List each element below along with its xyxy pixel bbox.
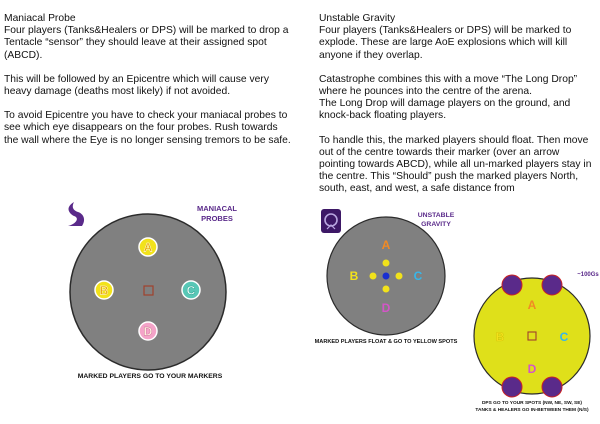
figure-title-line1: UNSTABLE [417, 212, 455, 219]
paragraph: Catastrophe combines this with a move “The Long Drop” where he pounces into the centre of the arena. [319, 73, 578, 98]
unstable-gravity-figure [314, 206, 458, 351]
gravity-emblem-icon [321, 209, 341, 233]
paragraph: To avoid Epicentre you have to check your maniacal probes to see which eye disappears on the four probes. Rush towards the wall where the Eye is no longer sensing tremors to be safe. [4, 110, 291, 146]
paragraph: To handle this, the marked players should float. Then move out of the centre towards their marker (over an arrow pointing towards ABCD), while all un-marked players stay in the centre. This “Should” push the marked players North, south, east, and west, a safe distance from [319, 134, 592, 195]
caption-line2: TANKS & HEALERS GO IN-BETWEEN THEM (N/S) [475, 408, 589, 413]
letter-c: C [559, 330, 569, 344]
figure-title-line2: PROBES [201, 214, 233, 223]
spots-figure [470, 266, 598, 416]
marker-b-label: B [99, 283, 109, 298]
marker-b [95, 281, 113, 299]
unstable-gravity-section [319, 13, 598, 208]
section-title: Unstable Gravity [319, 13, 396, 24]
letter-a: A [381, 238, 391, 252]
figure-caption: MARKED PLAYERS FLOAT & GO TO YELLOW SPOTS [314, 339, 458, 345]
marker-c [182, 281, 200, 299]
section-title: Maniacal Probe [4, 13, 76, 24]
maniacal-probes-figure [60, 196, 255, 386]
figure-title-line1: MANIACAL [197, 204, 237, 213]
paragraph: Four players (Tanks&Healers or DPS) will be marked to drop a Tentacle “sensor” they should leave at their assigned spot (ABCD). [4, 25, 289, 61]
maniacal-probe-section [4, 13, 294, 159]
marker-d-label: D [143, 324, 153, 339]
marker-a [139, 238, 157, 256]
gravity-label: ~100Gs [577, 272, 599, 278]
figure-caption: MARKED PLAYERS GO TO YOUR MARKERS [77, 373, 223, 380]
letter-b: B [349, 269, 359, 283]
tentacle-icon [68, 202, 84, 226]
arena-circle [474, 278, 590, 394]
letter-b: B [495, 330, 505, 344]
center-dot [383, 273, 390, 280]
marker-c-label: C [186, 283, 196, 298]
letter-d: D [381, 301, 391, 315]
paragraph: Four players (Tanks&Healers or DPS) will be marked to explode. These are large AoE explosions which will kill anyone if they overlap. [319, 25, 572, 61]
caption-line1: DPS GO TO YOUR SPOTS (NW, NE, SW, SE) [481, 401, 583, 406]
marker-d [139, 322, 157, 340]
figure-title-line2: GRAVITY [421, 221, 451, 228]
letter-c: C [413, 269, 423, 283]
marker-a-label: A [143, 240, 153, 255]
letter-d: D [527, 362, 537, 376]
paragraph: This will be followed by an Epicentre which will cause very heavy damage (deaths most likely) if not avoided. [4, 73, 269, 98]
letter-a: A [527, 298, 537, 312]
paragraph: The Long Drop will damage players on the ground, and knock-back floating players. [319, 98, 571, 122]
